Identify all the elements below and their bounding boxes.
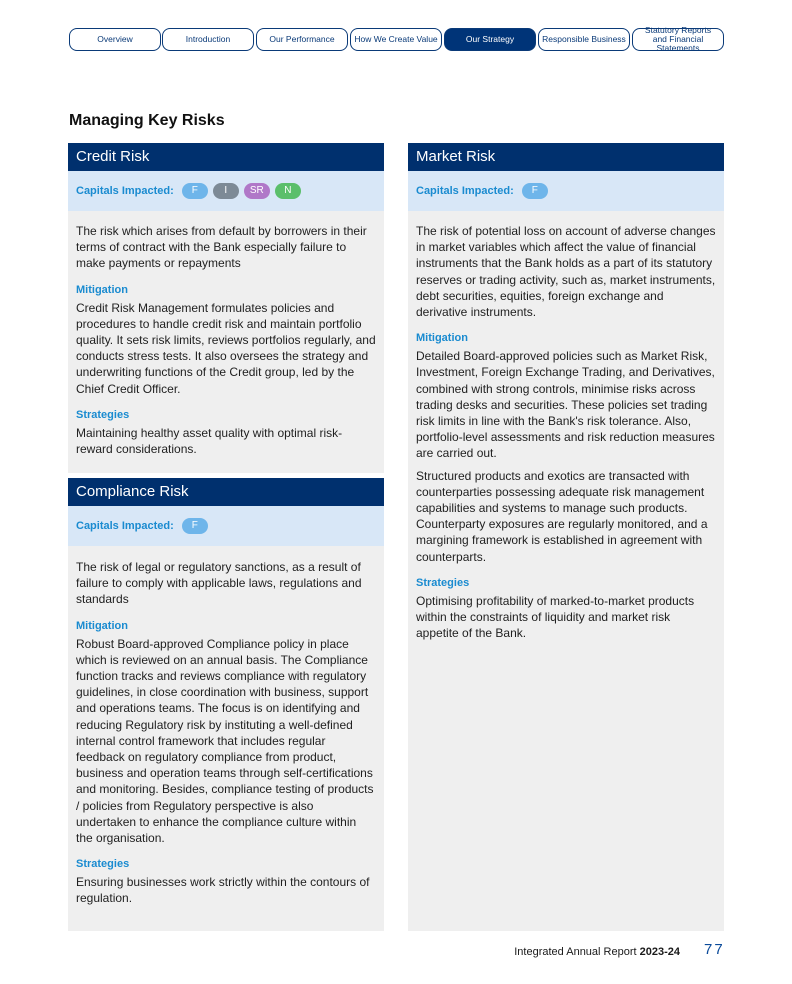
tab-how-we-create-value[interactable]: How We Create Value <box>350 28 442 51</box>
credit-description: The risk which arises from default by borrowers in their terms of contract with the Bank especially failure to make payments or repayments <box>76 224 367 271</box>
market-capitals-row <box>408 171 724 211</box>
compliance-mitigation-label: Mitigation <box>76 619 128 632</box>
capital-badge-f: F <box>522 183 548 199</box>
compliance-strategies-text: Ensuring businesses work strictly within the contours of regulation. <box>76 875 370 906</box>
market-strategies-label: Strategies <box>416 576 470 589</box>
compliance-risk-title: Compliance Risk <box>68 478 384 506</box>
capital-badge-f: F <box>182 183 208 199</box>
page-title: Managing Key Risks <box>69 112 225 129</box>
compliance-strategies-label: Strategies <box>76 858 130 871</box>
credit-mitigation-label: Mitigation <box>76 283 128 296</box>
market-mitigation-label: Mitigation <box>416 332 468 345</box>
compliance-mitigation-text: Robust Board-approved Compliance policy in place which is reviewed on an annual basis. The Compliance function tracks and reviews compliance with regulatory guidelines, in close coordination with business, support and operations teams. The focus is on identifying and reducing Regulatory risk by instituting a well-defined internal control framework that includes regular feedback on regulatory compliance from product, business and operation teams through self-certifications and monitoring. Besides, compliance testing of products / policies from Regulatory perspective is also undertaken to enhance the compliance culture within the organisation. <box>76 636 374 846</box>
market-strategies-text: Optimising profitability of marked-to-market products within the constraints of liquidity and market risk appetite of the Bank. <box>416 593 695 641</box>
capitals-label: Capitals Impacted: <box>76 520 174 532</box>
market-risk-card <box>408 143 724 931</box>
tab-responsible-business[interactable]: Responsible Business <box>538 28 630 51</box>
capitals-label: Capitals Impacted: <box>416 185 514 197</box>
report-year: 2023-24 <box>639 946 680 958</box>
credit-risk-title: Credit Risk <box>68 143 384 171</box>
compliance-risk-card <box>68 478 384 931</box>
market-mitigation-text: Detailed Board-approved policies such as Market Risk, Investment, Foreign Exchange Trading, and Derivatives, combined with strong controls, minimise risks across trading desks and securities. These policies set trading risk limits in line with the Bank's risk tolerance. Also, portfolio-level assessments and risk reduction measures are carried out. <box>416 349 715 461</box>
capital-badge-sr: SR <box>244 183 270 199</box>
credit-capitals-row <box>68 171 384 211</box>
tab-statutory-reports[interactable]: Statutory Reports and Financial Statements <box>632 28 724 51</box>
tab-our-performance[interactable]: Our Performance <box>256 28 348 51</box>
credit-mitigation-text: Credit Risk Management formulates policies and procedures to handle credit risk and maintain portfolio quality. It sets risk limits, reviews portfolios regularly, and conducts stress tests. It also oversees the strategy and underwriting functions of the Credit group, led by the Chief Credit Officer. <box>76 300 376 396</box>
tab-our-strategy[interactable]: Our Strategy <box>444 28 536 51</box>
tab-overview[interactable]: Overview <box>69 28 161 51</box>
page-number: 77 <box>704 941 725 958</box>
tab-introduction[interactable]: Introduction <box>162 28 254 51</box>
report-footer <box>514 946 680 958</box>
capital-badge-n: N <box>275 183 301 199</box>
market-description: The risk of potential loss on account of adverse changes in market variables which affect the value of financial instruments that the Bank holds as a part of its statutory reserves or trading activity, such as, market instruments, debt securities, equities, foreign exchange and derivative instruments. <box>416 224 716 320</box>
credit-risk-card <box>68 143 384 473</box>
credit-strategies-text: Maintaining healthy asset quality with optimal risk-reward considerations. <box>76 425 343 457</box>
market-mitigation-text-2: Structured products and exotics are transacted with counterparties possessing adequate risk management capabilities and systems to manage such products. Counterparty exposures are regularly monitored, and a margining framework is established in agreement with counterparts. <box>416 468 708 564</box>
compliance-capitals-row <box>68 506 384 546</box>
capital-badge-f: F <box>182 518 208 534</box>
compliance-description: The risk of legal or regulatory sanctions, as a result of failure to comply with applicable laws, regulations and standards <box>76 560 362 607</box>
report-label: Integrated Annual Report <box>514 946 637 958</box>
market-risk-title: Market Risk <box>408 143 724 171</box>
capitals-label: Capitals Impacted: <box>76 185 174 197</box>
capital-badge-i: I <box>213 183 239 199</box>
credit-strategies-label: Strategies <box>76 408 130 421</box>
